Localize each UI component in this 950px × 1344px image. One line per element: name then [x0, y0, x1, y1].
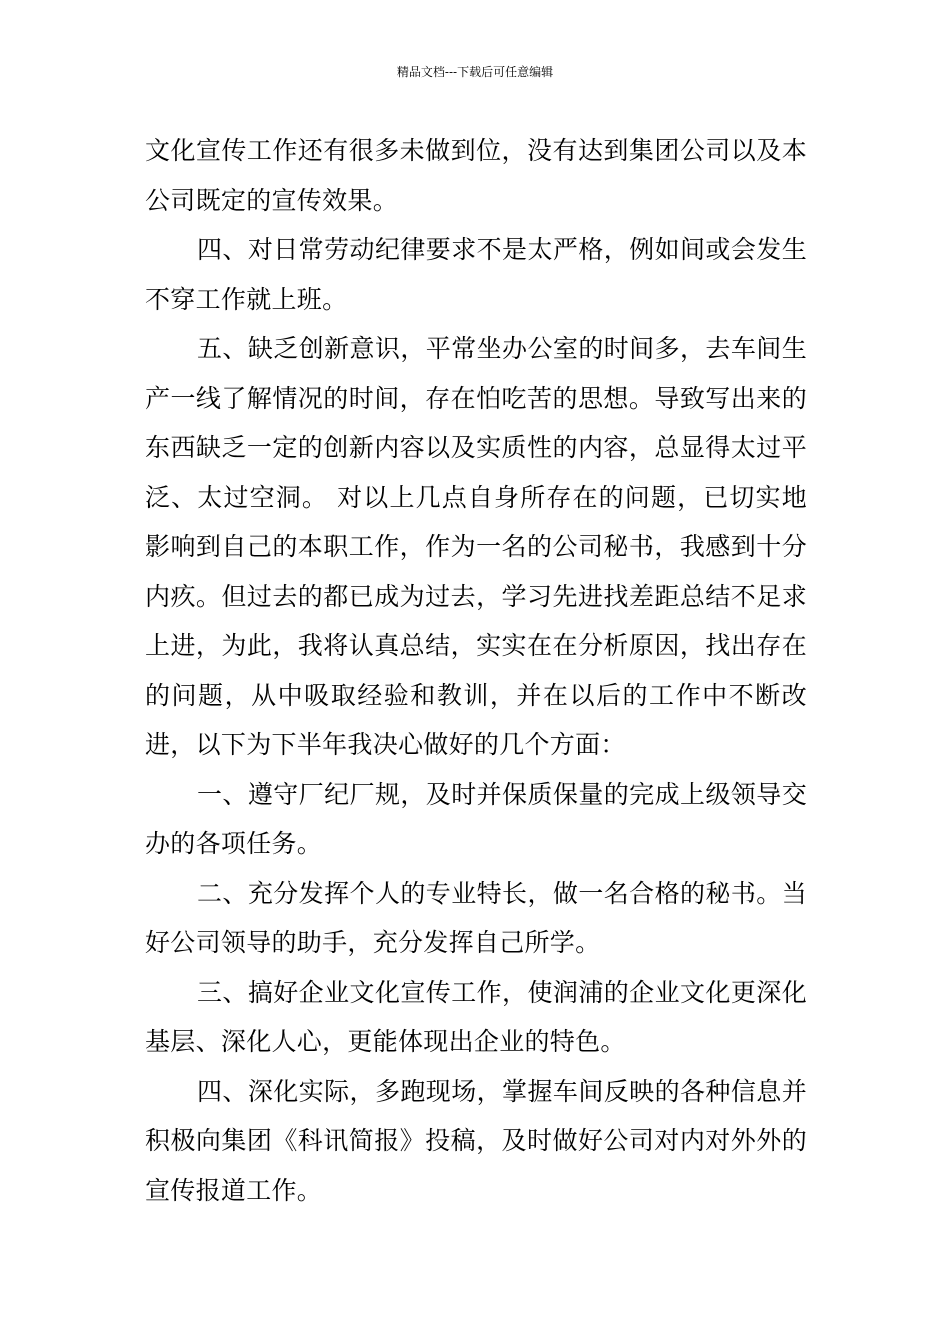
paragraph-item-four-discipline: 四、对日常劳动纪律要求不是太严格，例如间或会发生不穿工作就上班。: [145, 235, 807, 314]
paragraph-plan-two: 二、充分发挥个人的专业特长，做一名合格的秘书。当好公司领导的助手，充分发挥自己所学。: [145, 878, 807, 957]
paragraph-item-five-innovation: 五、缺乏创新意识，平常坐办公室的时间多，去车间生产一线了解情况的时间，存在怕吃苦的思想。导致写出来的东西缺乏一定的创新内容以及实质性的内容，总显得太过平泛、太过空洞。 对以上几点自身所存在的问题，已切实地影响到自己的本职工作，作为一名的公司秘书，我感到十分内疚。但过去的都已成为过去，学习先进找差距总结不足求上进，为此，我将认真总结，实实在在分析原因，找出存在的问题，从中吸取经验和教训，并在以后的工作中不断改进，以下为下半年我决心做好的几个方面：: [145, 334, 807, 759]
paragraph-plan-three: 三、搞好企业文化宣传工作，使润浦的企业文化更深化基层、深化人心，更能体现出企业的特色。: [145, 977, 807, 1056]
paragraph-continuation: 文化宣传工作还有很多未做到位，没有达到集团公司以及本公司既定的宣传效果。: [145, 136, 807, 215]
document-body: [145, 126, 807, 1215]
paragraph-plan-one: 一、遵守厂纪厂规，及时并保质保量的完成上级领导交办的各项任务。: [145, 779, 807, 858]
page-header: 精品文档---下载后可任意编辑: [396, 65, 554, 79]
paragraph-plan-four: 四、深化实际，多跑现场，掌握车间反映的各种信息并积极向集团《科讯简报》投稿，及时做好公司对内对外外的宣传报道工作。: [145, 1076, 807, 1205]
